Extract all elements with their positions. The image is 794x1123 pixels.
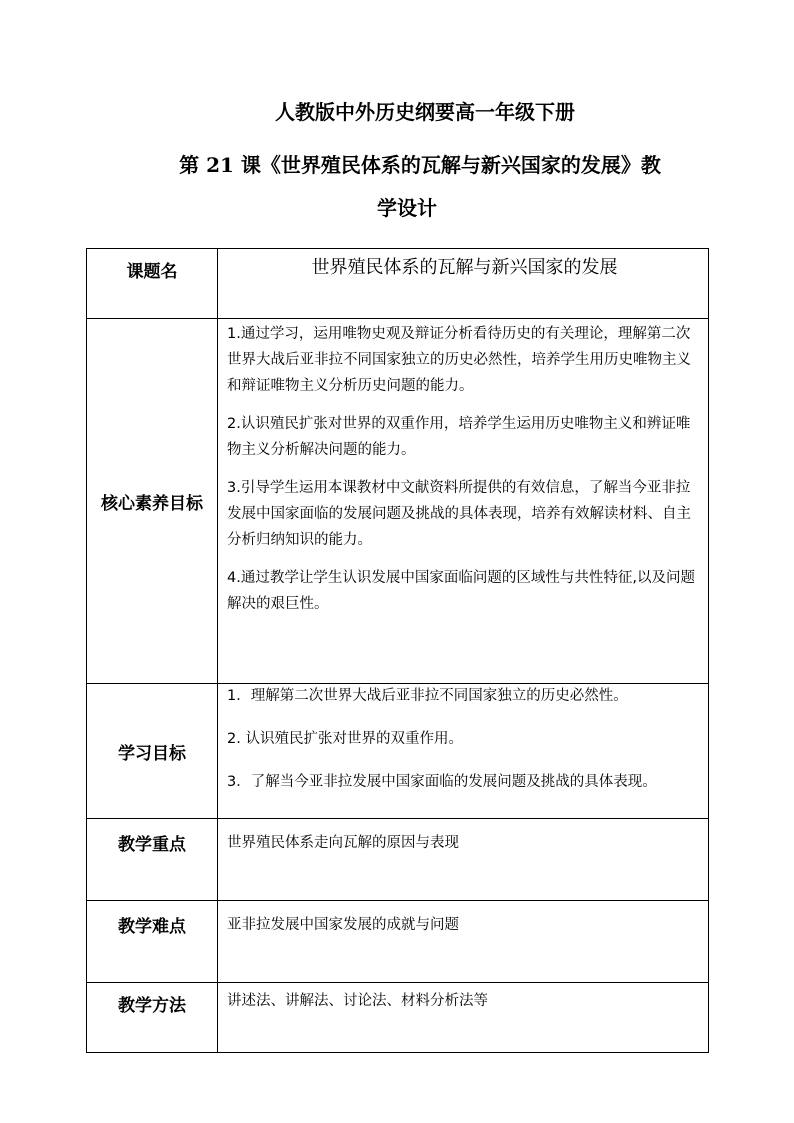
table-row-difficulty	[87, 901, 709, 983]
table-row-method	[87, 983, 709, 1053]
table-row-learning-goals	[87, 684, 709, 819]
core-goal-item: 4.通过教学让学生认识发展中国家面临问题的区域性与共性特征,以及问题解决的艰巨性。	[227, 570, 695, 612]
learning-goals-label: 学习目标	[87, 684, 218, 819]
document-title-line-2: 第 21 课《世界殖民体系的瓦解与新兴国家的发展》教	[179, 153, 661, 177]
table-row-core-goals	[87, 319, 709, 684]
key-point-label: 教学重点	[87, 819, 218, 901]
document-title-line-1: 人教版中外历史纲要高一年级下册	[275, 100, 575, 124]
learning-goal-item: 3．了解当今亚非拉发展中国家面临的发展问题及挑战的具体表现。	[227, 774, 657, 790]
core-goal-item: 1.通过学习，运用唯物史观及辩证分析看待历史的有关理论，理解第二次世界大战后亚非拉不同国家独立的历史必然性，培养学生用历史唯物主义和辩证唯物主义分析历史问题的能力。	[227, 326, 691, 394]
learning-goals-cell	[218, 684, 709, 819]
topic-label: 课题名	[87, 249, 218, 319]
key-point-value: 世界殖民体系走向瓦解的原因与表现	[218, 819, 709, 901]
topic-cell	[218, 249, 709, 319]
table-row-topic	[87, 249, 709, 319]
core-goal-item: 2.认识殖民扩张对世界的双重作用，培养学生运用历史唯物主义和辨证唯物主义分析解决问题的能力。	[227, 416, 691, 458]
learning-goal-item: 1．理解第二次世界大战后亚非拉不同国家独立的历史必然性。	[227, 688, 628, 704]
lesson-plan-table	[86, 248, 709, 1053]
method-value: 讲述法、讲解法、讨论法、材料分析法等	[218, 983, 709, 1053]
difficulty-label: 教学难点	[87, 901, 218, 983]
core-goal-item: 3.引导学生运用本课教材中文献资料所提供的有效信息，了解当今亚非拉发展中国家面临的发展问题及挑战的具体表现，培养有效解读材料、自主分析归纳知识的能力。	[227, 480, 691, 548]
topic-value: 世界殖民体系的瓦解与新兴国家的发展	[311, 257, 618, 278]
method-label: 教学方法	[87, 983, 218, 1053]
difficulty-value: 亚非拉发展中国家发展的成就与问题	[218, 901, 709, 983]
table-row-key-point	[87, 819, 709, 901]
core-goals-cell	[218, 319, 709, 684]
learning-goal-item: 2. 认识殖民扩张对世界的双重作用。	[227, 731, 463, 747]
document-title-line-3: 学设计	[377, 196, 437, 220]
core-goals-label: 核心素养目标	[87, 319, 218, 684]
